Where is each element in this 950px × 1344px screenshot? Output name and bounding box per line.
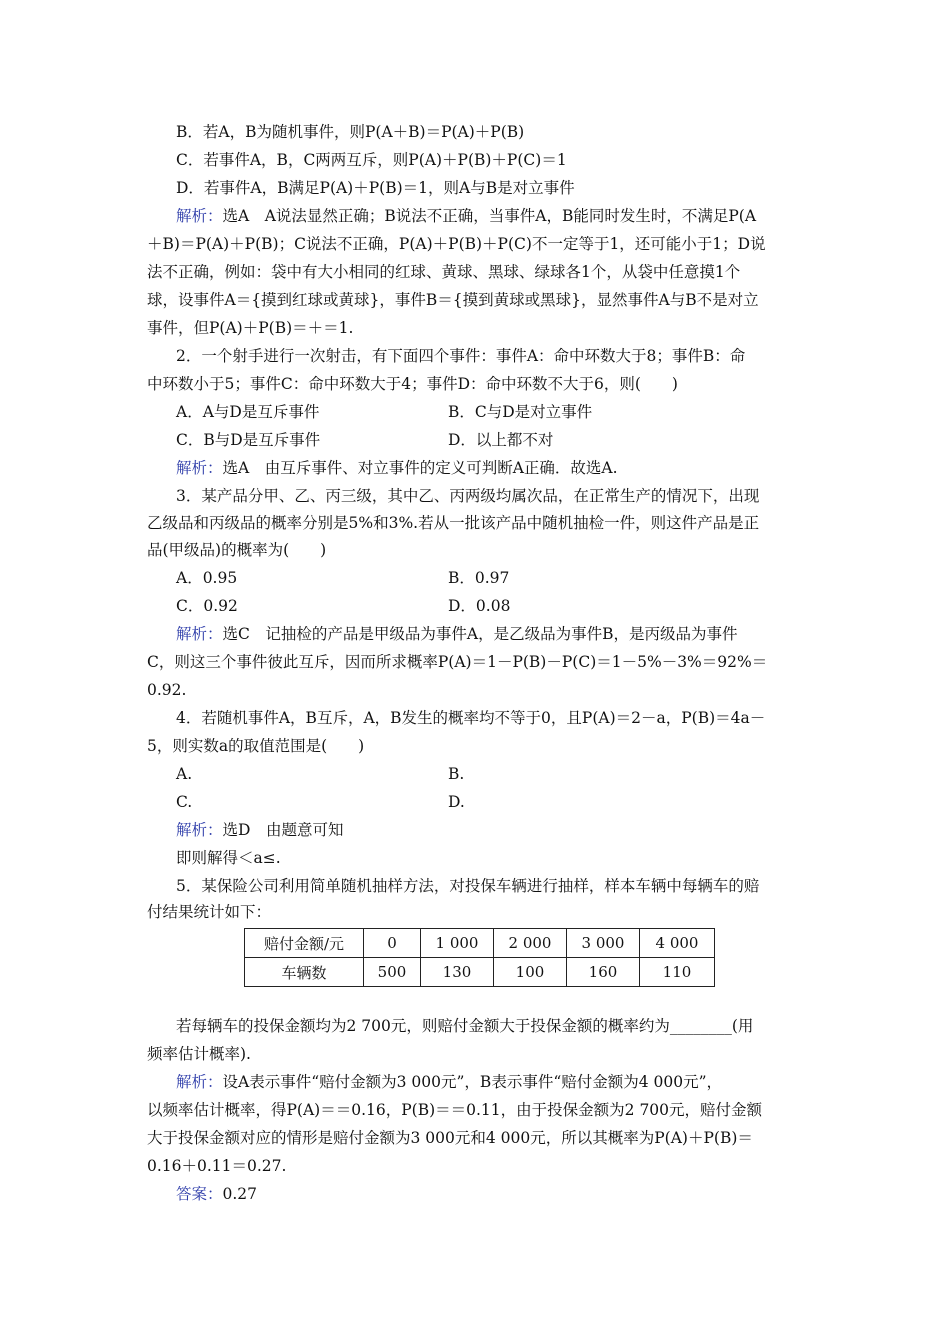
q1-analysis-line: 事件，但P(A)＋P(B)＝＋＝1. [147, 319, 354, 337]
q5-stem: 付结果统计如下： [147, 903, 272, 921]
q2-stem: 中环数小于5；事件C：命中环数大于4；事件D：命中环数不大于6，则( ) [147, 375, 678, 393]
q2-option-c: C．B与D是互斥事件 [176, 431, 321, 449]
q5-answer-line [176, 1184, 257, 1206]
table-cell: 1 000 [421, 929, 494, 958]
q4-option-a: A. [176, 765, 193, 783]
table-cell: 2 000 [494, 929, 567, 958]
payout-table [244, 928, 715, 987]
q4-option-d: D. [448, 793, 465, 811]
q1-option-d: D．若事件A，B满足P(A)＋P(B)＝1，则A与B是对立事件 [176, 179, 575, 197]
analysis-label: 解析： [176, 207, 223, 225]
q3-option-a: A．0.95 [176, 569, 238, 587]
q3-stem: 品(甲级品)的概率为( ) [147, 541, 327, 559]
q5-stem: 5．某保险公司利用简单随机抽样方法，对投保车辆进行抽样，样本车辆中每辆车的赔 [176, 877, 760, 895]
q1-analysis-line: ＋B)＝P(A)＋P(B)；C说法不正确，P(A)＋P(B)＋P(C)不一定等于1，还可能小于1；D说 [147, 235, 766, 253]
q1-option-b: B．若A，B为随机事件，则P(A＋B)＝P(A)＋P(B) [176, 123, 525, 141]
q3-option-d: D．0.08 [448, 597, 511, 615]
table-cell: 赔付金额/元 [245, 929, 364, 958]
q2-stem: 2．一个射手进行一次射击，有下面四个事件：事件A：命中环数大于8；事件B：命 [176, 347, 746, 365]
table-cell: 0 [364, 929, 421, 958]
analysis-label: 解析： [176, 625, 223, 643]
q3-stem: 乙级品和丙级品的概率分别是5%和3%.若从一批该产品中随机抽检一件，则这件产品是正 [147, 514, 760, 532]
q4-analysis-line [176, 820, 343, 842]
q4-stem: 4．若随机事件A，B互斥，A，B发生的概率均不等于0，且P(A)＝2－a，P(B)＝4a－ [176, 709, 766, 727]
analysis-label: 解析： [176, 821, 223, 839]
q3-stem: 3．某产品分甲、乙、丙三级，其中乙、丙两级均属次品，在正常生产的情况下，出现 [176, 487, 760, 505]
analysis-label: 解析： [176, 459, 223, 477]
q1-analysis-text: 选A A说法显然正确；B说法不正确，当事件A，B能同时发生时，不满足P(A [222, 207, 757, 225]
q1-analysis-line [176, 206, 756, 228]
table-row [245, 958, 715, 987]
q2-option-a: A．A与D是互斥事件 [176, 403, 320, 421]
q4-stem: 5，则实数a的取值范围是( ) [147, 737, 365, 755]
table-cell: 3 000 [567, 929, 640, 958]
table-cell: 130 [421, 958, 494, 987]
table-header-row [245, 929, 715, 958]
q4-analysis-text: 选D 由题意可知 [222, 821, 344, 839]
table-cell: 车辆数 [245, 958, 364, 987]
q3-analysis-text: 选C 记抽检的产品是甲级品为事件A，是乙级品为事件B，是丙级品为事件 [222, 625, 738, 643]
analysis-label: 解析： [176, 1073, 223, 1091]
q4-analysis-line: 即则解得＜a≤. [176, 849, 281, 867]
q3-option-b: B．0.97 [448, 569, 510, 587]
q2-analysis-line [176, 458, 618, 480]
q4-option-b: B. [448, 765, 465, 783]
q5-question: 频率估计概率). [147, 1045, 251, 1063]
q2-option-b: B．C与D是对立事件 [448, 403, 593, 421]
q1-analysis-line: 球，设事件A＝{摸到红球或黄球}，事件B＝{摸到黄球或黑球}，显然事件A与B不是对立 [147, 291, 759, 309]
q2-option-d: D．以上都不对 [448, 431, 554, 449]
q3-analysis-line: 0.92. [147, 681, 187, 699]
q5-analysis-line: 0.16＋0.11＝0.27. [147, 1157, 287, 1175]
q5-analysis-line: 大于投保金额对应的情形是赔付金额为3 000元和4 000元，所以其概率为P(A)＋P(B)＝ [147, 1129, 753, 1147]
answer-label: 答案： [176, 1185, 223, 1203]
table-cell: 110 [640, 958, 715, 987]
q4-option-c: C. [176, 793, 193, 811]
table-cell: 100 [494, 958, 567, 987]
table-cell: 500 [364, 958, 421, 987]
q1-option-c: C．若事件A，B，C两两互斥，则P(A)＋P(B)＋P(C)＝1 [176, 151, 567, 169]
q5-answer: 0.27 [222, 1185, 258, 1203]
q1-analysis-line: 法不正确，例如：袋中有大小相同的红球、黄球、黑球、绿球各1个，从袋中任意摸1个 [147, 263, 741, 281]
table-cell: 4 000 [640, 929, 715, 958]
q3-analysis-line: C，则这三个事件彼此互斥，因而所求概率P(A)＝1－P(B)－P(C)＝1－5%－3%＝92%＝ [147, 653, 768, 671]
q3-option-c: C．0.92 [176, 597, 238, 615]
q3-analysis-line [176, 624, 737, 646]
q5-question: 若每辆车的投保金额均为2 700元，则赔付金额大于投保金额的概率约为________(用 [176, 1017, 754, 1035]
q2-analysis-text: 选A 由互斥事件、对立事件的定义可判断A正确．故选A. [222, 459, 618, 477]
table-cell: 160 [567, 958, 640, 987]
q5-analysis-line [176, 1072, 722, 1094]
q5-analysis-text: 设A表示事件“赔付金额为3 000元”，B表示事件“赔付金额为4 000元”， [222, 1073, 723, 1091]
q5-analysis-line: 以频率估计概率，得P(A)＝＝0.16，P(B)＝＝0.11，由于投保金额为2 700元，赔付金额 [147, 1101, 763, 1119]
